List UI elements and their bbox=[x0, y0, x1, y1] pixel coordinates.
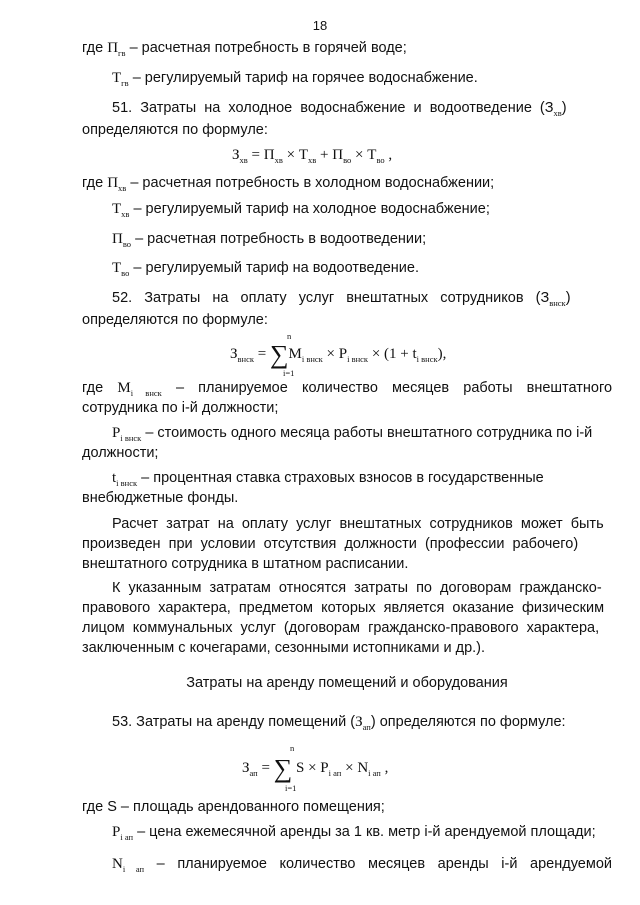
subscript: хв bbox=[118, 183, 127, 193]
formula-52 bbox=[230, 340, 446, 370]
lead-word: где bbox=[82, 799, 104, 815]
sum-upper-limit: n bbox=[290, 743, 295, 753]
sigma-symbol: ∑ bbox=[273, 754, 293, 783]
definition-text: – регулируемый тариф на холодное водоснабжение; bbox=[133, 201, 490, 217]
definition-text: – стоимость одного месяца работы внештатного сотрудника по i-й bbox=[145, 425, 593, 441]
definition-p-vnsk-line2: должности; bbox=[82, 445, 159, 461]
f: П bbox=[332, 147, 344, 163]
text: ) bbox=[565, 290, 571, 306]
formula-53 bbox=[242, 754, 388, 784]
f: во bbox=[343, 155, 352, 165]
f: S × Р bbox=[296, 760, 329, 776]
definition-p-ap bbox=[112, 822, 612, 847]
f: З bbox=[242, 760, 250, 776]
definition-t-gv bbox=[112, 68, 612, 93]
formula-51 bbox=[232, 147, 392, 165]
page-number: 18 bbox=[312, 18, 328, 33]
text: 52. Затраты на оплату услуг внештатных сотрудников (З bbox=[112, 290, 550, 306]
f: , bbox=[380, 760, 389, 776]
symbol: М bbox=[117, 380, 131, 396]
definition-p-hv bbox=[82, 173, 612, 198]
symbol: t bbox=[112, 470, 117, 486]
subscript: i внск bbox=[120, 433, 142, 443]
sum-upper-limit: n bbox=[287, 331, 292, 341]
paragraph-contracts-line4: заключенным с кочегарами, сезонными истопниками и др.). bbox=[82, 640, 486, 656]
definition-p-vo bbox=[112, 229, 612, 254]
f: i внск bbox=[347, 354, 369, 364]
subscript: во bbox=[121, 268, 130, 278]
f: i ап bbox=[368, 768, 381, 778]
paragraph-contracts-line1: К указанным затратам относятся затраты по договорам гражданско- bbox=[112, 580, 602, 596]
lead-word: где bbox=[82, 380, 104, 396]
symbol: П bbox=[107, 40, 119, 56]
f: ап bbox=[249, 768, 258, 778]
definition-t-hv bbox=[112, 199, 612, 224]
f: i ап bbox=[328, 768, 342, 778]
sum-lower-limit: i=1 bbox=[285, 783, 297, 793]
symbol: Т bbox=[112, 260, 122, 276]
definition-text: – планируемое количество месяцев аренды i-й арендуемой bbox=[156, 856, 612, 872]
definition-text: – цена ежемесячной аренды за 1 кв. метр i-й арендуемой площади; bbox=[137, 824, 596, 840]
subscript: хв bbox=[121, 209, 130, 219]
f: × bbox=[351, 147, 368, 163]
subscript: хв bbox=[553, 108, 562, 118]
f: × bbox=[368, 346, 385, 362]
f: П bbox=[263, 147, 275, 163]
definition-text: – расчетная потребность в водоотведении; bbox=[135, 231, 427, 247]
f: хв bbox=[308, 155, 317, 165]
paragraph-contracts-line3: лицом коммунальных услуг (договорам гражданско-правового характера, bbox=[82, 620, 600, 636]
subscript: i ап bbox=[120, 832, 134, 842]
sigma-symbol: ∑ bbox=[269, 340, 289, 369]
symbol: П bbox=[107, 175, 119, 191]
f: М bbox=[288, 346, 302, 362]
definition-text: – процентная ставка страховых взносов в государственные bbox=[141, 470, 544, 486]
f: З bbox=[230, 346, 238, 362]
text: ) определяются по формуле: bbox=[370, 714, 566, 730]
paragraph-51-line2: определяются по формуле: bbox=[82, 122, 268, 138]
f: хв bbox=[239, 155, 248, 165]
f: × bbox=[282, 147, 299, 163]
f: × bbox=[322, 346, 339, 362]
symbol: Т bbox=[112, 70, 122, 86]
f: i внск bbox=[416, 354, 438, 364]
f: Т bbox=[367, 147, 377, 163]
subscript: во bbox=[122, 239, 132, 249]
subscript: i ап bbox=[122, 864, 145, 874]
f: = bbox=[253, 346, 270, 362]
text: ) bbox=[561, 100, 567, 116]
symbol: Р bbox=[112, 824, 121, 840]
definition-m-vnsk-line2: сотрудника по i-й должности; bbox=[82, 400, 279, 416]
paragraph-calc-line1: Расчет затрат на оплату услуг внештатных сотрудников может быть bbox=[112, 516, 604, 532]
symbol: N bbox=[112, 856, 123, 872]
definition-text: S – площадь арендованного помещения; bbox=[107, 799, 385, 815]
lead-word: где bbox=[82, 40, 104, 56]
subscript: внск bbox=[549, 298, 566, 308]
paragraph-contracts-line2: правового характера, предметом которых является оказание физическим bbox=[82, 600, 605, 616]
definition-t-vnsk-line2: внебюджетные фонды. bbox=[82, 490, 239, 506]
f: хв bbox=[274, 155, 283, 165]
symbol: П bbox=[112, 231, 123, 247]
f: ), bbox=[437, 346, 447, 362]
f: × N bbox=[341, 760, 369, 776]
definition-text: – расчетная потребность в горячей воде; bbox=[129, 40, 407, 56]
paragraph-52-line2: определяются по формуле: bbox=[82, 312, 268, 328]
symbol: Т bbox=[112, 201, 122, 217]
subscript: i внск bbox=[130, 388, 162, 398]
subscript: i внск bbox=[116, 478, 138, 488]
definition-text: – регулируемый тариф на горячее водоснабжение. bbox=[132, 70, 478, 86]
definition-text: – расчетная потребность в холодном водоснабжении; bbox=[130, 175, 495, 191]
definition-s bbox=[82, 797, 612, 817]
f: = bbox=[247, 147, 264, 163]
f: i внск bbox=[301, 354, 323, 364]
f: во bbox=[376, 155, 385, 165]
f: внск bbox=[237, 354, 254, 364]
definition-text: – планируемое количество месяцев работы внештатного bbox=[175, 380, 613, 396]
paragraph-53 bbox=[112, 712, 612, 737]
f: + bbox=[316, 147, 333, 163]
definition-p-gv bbox=[82, 38, 612, 63]
lead-word: где bbox=[82, 175, 104, 191]
f: (1 + t bbox=[384, 346, 417, 362]
f: = bbox=[257, 760, 274, 776]
definition-text: – регулируемый тариф на водоотведение. bbox=[133, 260, 419, 276]
subscript: гв bbox=[121, 78, 129, 88]
sum-lower-limit: i=1 bbox=[283, 368, 295, 378]
text: 51. Затраты на холодное водоснабжение и водоотведение (З bbox=[112, 100, 554, 116]
subscript: ап bbox=[362, 722, 371, 732]
symbol: Р bbox=[112, 425, 121, 441]
symbol: З bbox=[355, 714, 363, 730]
f: З bbox=[232, 147, 240, 163]
subscript: гв bbox=[118, 48, 126, 58]
paragraph-calc-line3: внештатного сотрудника в штатном расписании. bbox=[82, 556, 409, 572]
section-heading: Затраты на аренду помещений и оборудования bbox=[186, 675, 508, 691]
f: Р bbox=[338, 346, 348, 362]
f: , bbox=[384, 147, 393, 163]
f: Т bbox=[298, 147, 308, 163]
definition-n-ap bbox=[112, 854, 612, 879]
paragraph-calc-line2: произведен при условии отсутствия должности (профессии рабочего) bbox=[82, 536, 579, 552]
definition-t-vo bbox=[112, 258, 612, 283]
text: 53. Затраты на аренду помещений ( bbox=[112, 714, 356, 730]
